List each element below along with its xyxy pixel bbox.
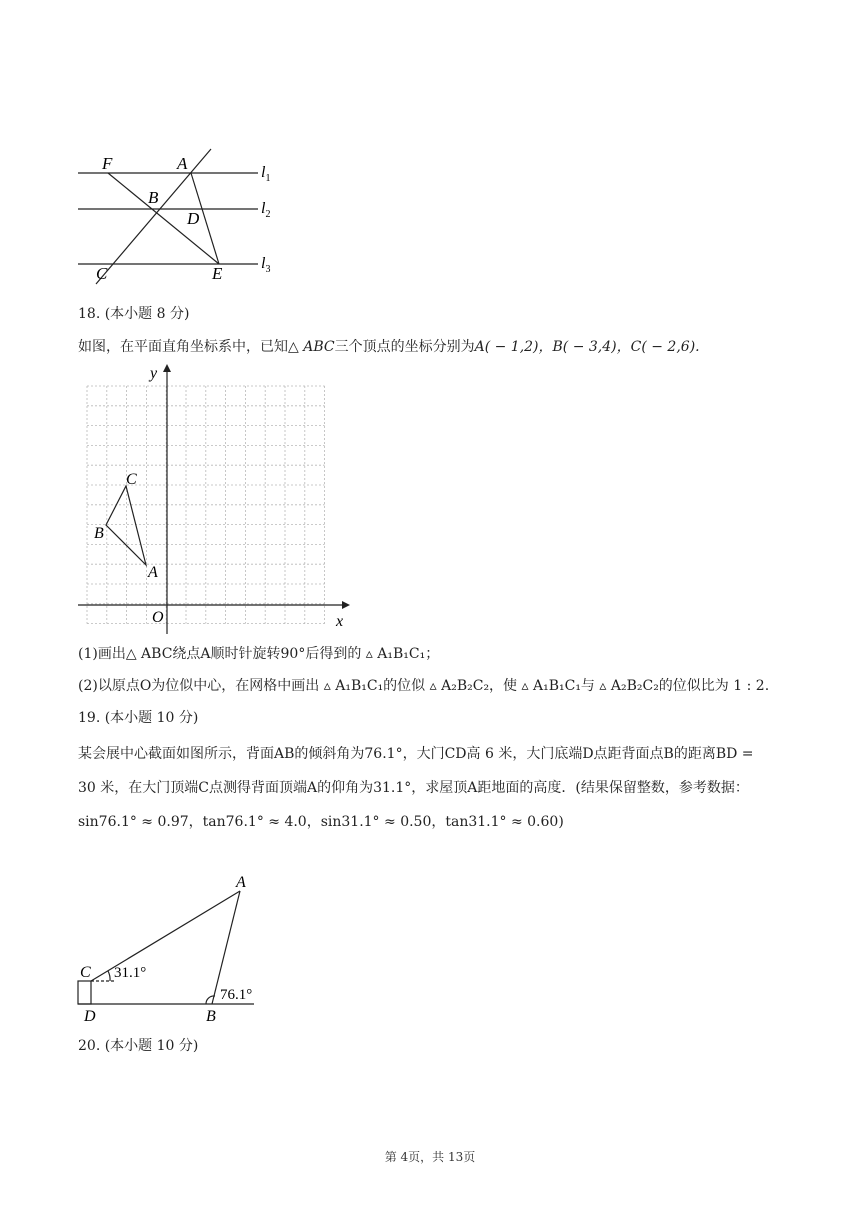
point-label-A: A <box>177 154 188 173</box>
axis-label-y: y <box>150 365 158 382</box>
angle-label-B: 76.1° <box>220 987 253 1003</box>
parallel-lines-figure <box>70 145 290 285</box>
origin-label: O <box>152 609 164 626</box>
angle-label-C: 31.1° <box>114 965 147 981</box>
line-label-l1: $l_1$ <box>261 164 271 184</box>
page-footer: 第 4页，共 13页 <box>384 1150 476 1164</box>
vertex-label-B: B <box>94 525 104 542</box>
vertex-label-A: A <box>148 564 158 581</box>
point-label-B: B <box>148 188 159 207</box>
coordinate-grid-figure <box>72 362 352 638</box>
q19-line2: 30 米，在大门顶端C点测得背面顶端A的仰角为31.1°，求屋顶A距地面的高度．(结果保留整数，参考数据： <box>78 780 749 796</box>
label-B: B <box>206 1008 216 1025</box>
triangle-abc <box>106 486 146 565</box>
q18-intro: 如图，在平面直角坐标系中，已知△ ABC三个顶点的坐标分别为A( − 1,2)，B( − 3,4)，C( − 2,6). <box>78 339 700 355</box>
q18-part1: (1)画出△ ABC绕点A顺时针旋转90°后得到的 ▵ A₁B₁C₁； <box>78 646 440 662</box>
axis-label-x: x <box>336 613 344 630</box>
exhibition-center-figure <box>70 868 270 1028</box>
q18-part2: (2)以原点O为位似中心，在网格中画出 ▵ A₁B₁C₁的位似 ▵ A₂B₂C₂，使 ▵ A₁B₁C₁与 ▵ A₂B₂C₂的位似比为 1 : 2. <box>78 678 770 694</box>
label-D: D <box>84 1008 96 1025</box>
label-A: A <box>236 874 246 891</box>
line-label-l2: $l_2$ <box>261 200 271 220</box>
label-C: C <box>80 964 91 981</box>
point-label-D: D <box>187 209 200 228</box>
q19-heading: 19. (本小题 10 分) <box>78 710 199 726</box>
point-label-C: C <box>96 264 108 283</box>
q20-heading: 20. (本小题 10 分) <box>78 1038 199 1054</box>
point-label-E: E <box>212 264 223 283</box>
q18-heading: 18. (本小题 8 分) <box>78 306 190 322</box>
q19-line1: 某会展中心截面如图所示，背面AB的倾斜角为76.1°，大门CD高 6 米，大门底端D点距背面点B的距离BD = <box>78 746 754 762</box>
q19-line3: sin76.1° ≈ 0.97，tan76.1° ≈ 4.0，sin31.1° ≈ 0.50，tan31.1° ≈ 0.60) <box>78 814 564 830</box>
line-label-l3: $l_3$ <box>261 255 271 275</box>
vertex-label-C: C <box>126 471 137 488</box>
point-label-F: F <box>102 154 113 173</box>
